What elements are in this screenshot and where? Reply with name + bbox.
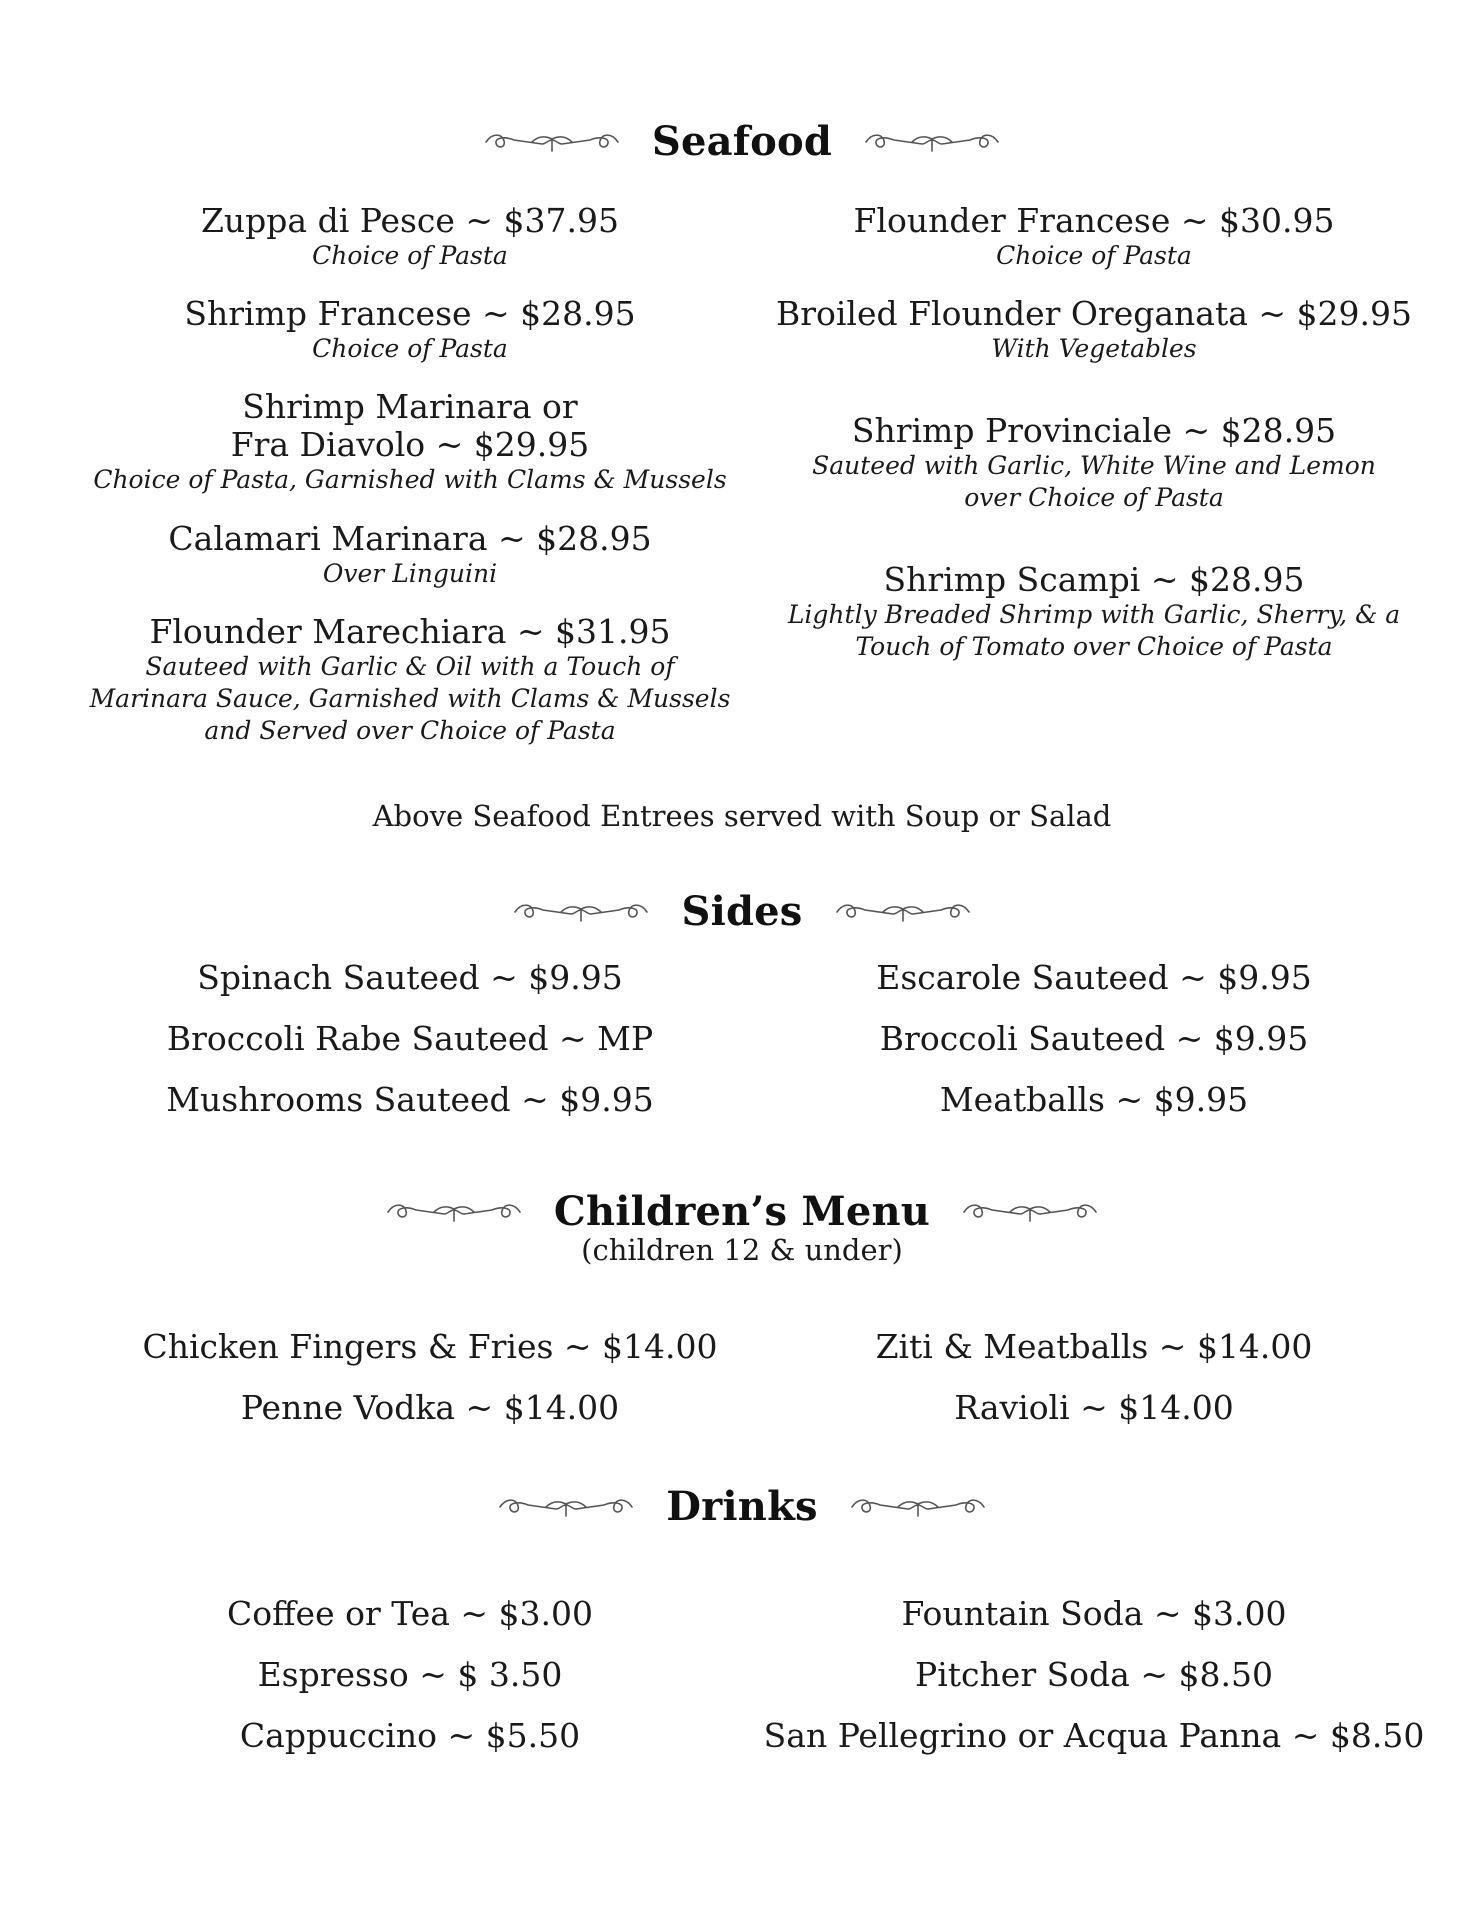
childrens-menu-title: Children’s Menu bbox=[553, 1188, 931, 1235]
item-name: Shrimp Provinciale ~ $28.95 bbox=[851, 411, 1337, 450]
drink-item: San Pellegrino or Acqua Panna ~ $8.50 bbox=[763, 1716, 1425, 1755]
drink-item: Coffee or Tea ~ $3.00 bbox=[227, 1594, 593, 1633]
item-description: Over Linguini bbox=[322, 559, 498, 588]
drink-item: Pitcher Soda ~ $8.50 bbox=[915, 1655, 1273, 1694]
sides-title: Sides bbox=[681, 888, 803, 935]
drinks-left-column bbox=[60, 0, 760, 1760]
item-description: Sauteed with Garlic & Oil with a Touch of bbox=[145, 652, 675, 681]
item-name: Flounder Francese ~ $30.95 bbox=[853, 201, 1335, 240]
drink-item: Fountain Soda ~ $3.00 bbox=[901, 1594, 1287, 1633]
side-item: Meatballs ~ $9.95 bbox=[939, 1080, 1249, 1119]
item-name: Shrimp Francese ~ $28.95 bbox=[184, 294, 636, 333]
seafood-title: Seafood bbox=[651, 118, 833, 165]
item-description: Lightly Breaded Shrimp with Garlic, Sherry, & a bbox=[787, 600, 1401, 629]
item-description: With Vegetables bbox=[991, 334, 1197, 363]
side-item: Mushrooms Sauteed ~ $9.95 bbox=[166, 1080, 654, 1119]
item-name: Shrimp Marinara or bbox=[242, 387, 578, 426]
side-item: Escarole Sauteed ~ $9.95 bbox=[876, 958, 1312, 997]
drink-item: Espresso ~ $ 3.50 bbox=[257, 1655, 563, 1694]
item-description: over Choice of Pasta bbox=[964, 483, 1224, 512]
drinks-title: Drinks bbox=[666, 1483, 818, 1530]
item-description: Choice of Pasta bbox=[312, 241, 508, 270]
item-description: Touch of Tomato over Choice of Pasta bbox=[855, 632, 1333, 661]
item-name: Fra Diavolo ~ $29.95 bbox=[230, 425, 590, 464]
item-description: Sauteed with Garlic, White Wine and Lemon bbox=[812, 451, 1376, 480]
item-description: Choice of Pasta bbox=[996, 241, 1192, 270]
drink-item: Cappuccino ~ $5.50 bbox=[239, 1716, 581, 1755]
item-name: Flounder Marechiara ~ $31.95 bbox=[149, 612, 671, 651]
item-description: Choice of Pasta bbox=[312, 334, 508, 363]
drinks-right-column bbox=[744, 0, 1444, 1760]
childrens-menu-subtitle: (children 12 & under) bbox=[581, 1233, 903, 1267]
seafood-note: Above Seafood Entrees served with Soup or Salad bbox=[372, 799, 1112, 833]
item-name: Calamari Marinara ~ $28.95 bbox=[168, 519, 652, 558]
item-description: Choice of Pasta, Garnished with Clams & Mussels bbox=[93, 465, 727, 494]
item-name: Broiled Flounder Oreganata ~ $29.95 bbox=[775, 294, 1412, 333]
item-description: Marinara Sauce, Garnished with Clams & Mussels bbox=[89, 684, 731, 713]
item-description: and Served over Choice of Pasta bbox=[204, 716, 616, 745]
item-name: Zuppa di Pesce ~ $37.95 bbox=[200, 201, 620, 240]
side-item: Spinach Sauteed ~ $9.95 bbox=[197, 958, 623, 997]
side-item: Broccoli Sauteed ~ $9.95 bbox=[879, 1019, 1309, 1058]
side-item: Broccoli Rabe Sauteed ~ MP bbox=[166, 1019, 654, 1058]
item-name: Shrimp Scampi ~ $28.95 bbox=[883, 560, 1305, 599]
children-item: Chicken Fingers & Fries ~ $14.00 bbox=[142, 1327, 718, 1366]
children-item: Ravioli ~ $14.00 bbox=[954, 1388, 1234, 1427]
children-item: Ziti & Meatballs ~ $14.00 bbox=[875, 1327, 1313, 1366]
children-item: Penne Vodka ~ $14.00 bbox=[240, 1388, 620, 1427]
